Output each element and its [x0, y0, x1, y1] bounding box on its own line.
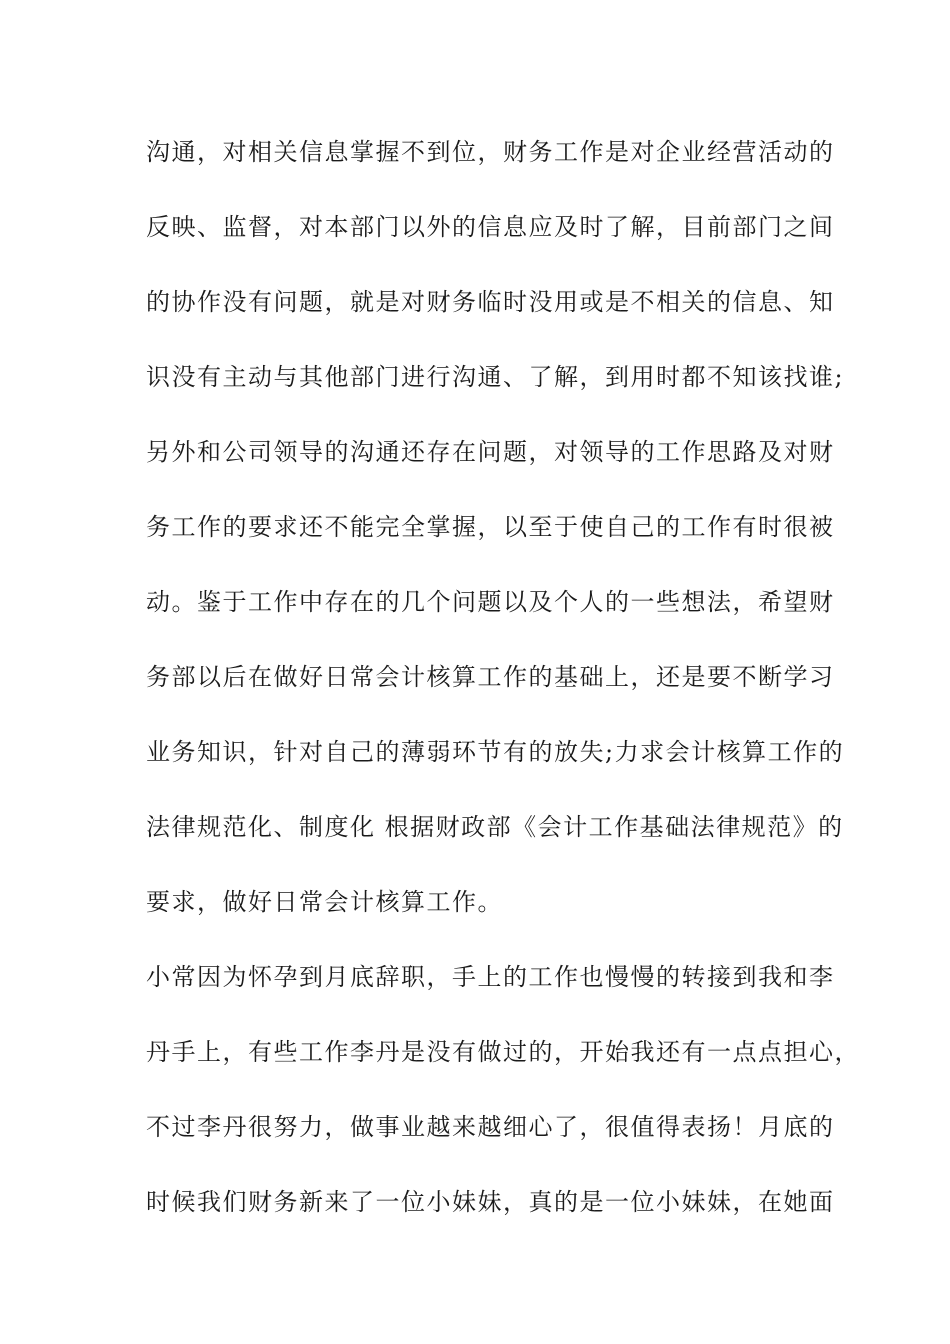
text-line: 务工作的要求还不能完全掌握，以至于使自己的工作有时很被 [146, 513, 835, 541]
text-line: 业务知识，针对自己的薄弱环节有的放失;力求会计核算工作的 [146, 738, 845, 766]
text-line: 不过李丹很努力，做事业越来越细心了，很值得表扬！月底的 [146, 1113, 835, 1141]
text-line: 小常因为怀孕到月底辞职，手上的工作也慢慢的转接到我和李 [146, 963, 835, 991]
text-line: 另外和公司领导的沟通还存在问题，对领导的工作思路及对财 [146, 438, 835, 466]
text-line: 识没有主动与其他部门进行沟通、了解，到用时都不知该找谁; [146, 363, 845, 391]
text-line: 法律规范化、制度化 根据财政部《会计工作基础法律规范》的 [146, 813, 844, 841]
text-line: 要求，做好日常会计核算工作。 [146, 888, 503, 916]
text-line: 务部以后在做好日常会计核算工作的基础上，还是要不断学习 [146, 663, 835, 691]
text-line: 丹手上，有些工作李丹是没有做过的，开始我还有一点点担心， [146, 1038, 860, 1066]
text-line: 沟通，对相关信息掌握不到位，财务工作是对企业经营活动的 [146, 138, 835, 166]
text-line: 时候我们财务新来了一位小妹妹，真的是一位小妹妹，在她面 [146, 1188, 835, 1216]
text-line: 的协作没有问题，就是对财务临时没用或是不相关的信息、知 [146, 288, 835, 316]
text-line: 动。鉴于工作中存在的几个问题以及个人的一些想法，希望财 [146, 588, 835, 616]
text-line: 反映、监督，对本部门以外的信息应及时了解，目前部门之间 [146, 213, 835, 241]
